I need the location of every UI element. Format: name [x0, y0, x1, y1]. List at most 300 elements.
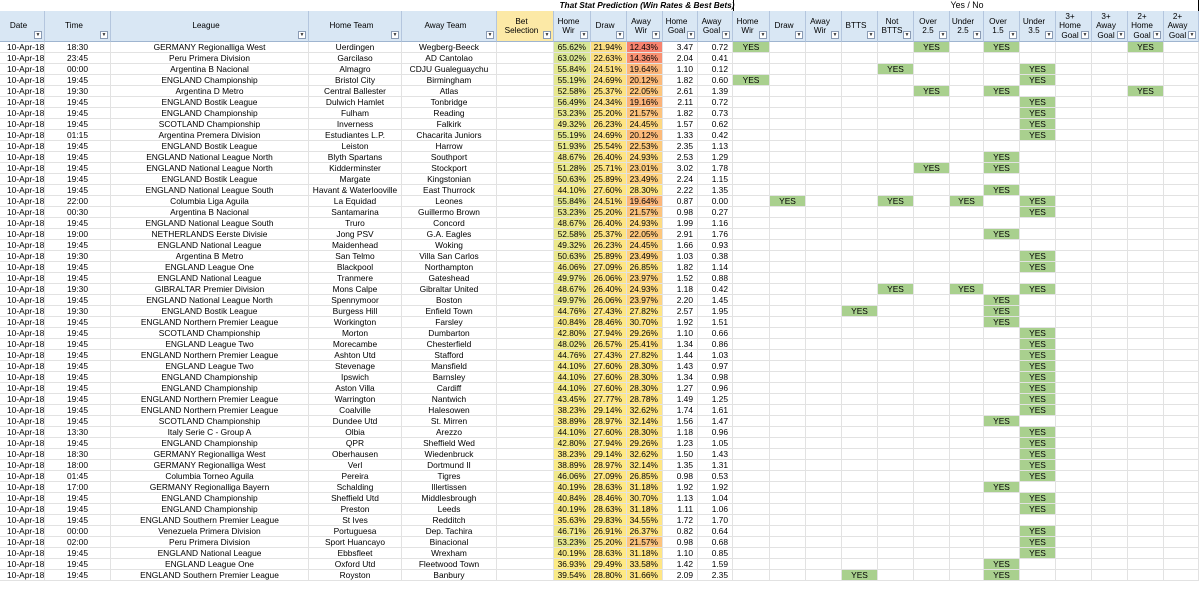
cell-y_3h[interactable] — [1056, 130, 1092, 141]
cell-dr[interactable]: 25.20% — [591, 207, 627, 218]
cell-ag[interactable]: 0.86 — [698, 339, 733, 350]
cell-y_nbtts[interactable] — [878, 515, 914, 526]
cell-aw[interactable]: 19.64% — [627, 64, 663, 75]
cell-y_nbtts[interactable] — [878, 350, 914, 361]
cell-y_u35[interactable]: YES — [1020, 75, 1056, 86]
cell-y_u35[interactable]: YES — [1020, 537, 1056, 548]
cell-y_o15[interactable] — [984, 196, 1020, 207]
cell-y_2h[interactable] — [1128, 449, 1164, 460]
cell-y_hw[interactable] — [733, 317, 770, 328]
cell-bet[interactable] — [497, 306, 554, 317]
cell-y_u25[interactable] — [950, 108, 984, 119]
cell-date[interactable]: 10-Apr-18 — [0, 141, 45, 152]
cell-y_u25[interactable] — [950, 130, 984, 141]
cell-y_2a[interactable] — [1164, 196, 1199, 207]
cell-home[interactable]: La Equidad — [309, 196, 402, 207]
cell-league[interactable]: ENGLAND Northern Premier League — [111, 394, 309, 405]
column-header-y_btts[interactable] — [842, 11, 878, 42]
cell-y_hw[interactable] — [733, 273, 770, 284]
cell-y_3a[interactable] — [1092, 416, 1128, 427]
cell-date[interactable]: 10-Apr-18 — [0, 339, 45, 350]
cell-y_hw[interactable] — [733, 53, 770, 64]
cell-away[interactable]: Wegberg-Beeck — [402, 42, 497, 53]
cell-y_u25[interactable] — [950, 559, 984, 570]
cell-ag[interactable]: 1.76 — [698, 229, 733, 240]
cell-league[interactable]: ENGLAND Northern Premier League — [111, 350, 309, 361]
cell-y_u25[interactable] — [950, 141, 984, 152]
cell-y_aw[interactable] — [806, 42, 842, 53]
cell-y_u35[interactable] — [1020, 86, 1056, 97]
cell-y_u25[interactable] — [950, 152, 984, 163]
cell-y_nbtts[interactable] — [878, 394, 914, 405]
cell-date[interactable]: 10-Apr-18 — [0, 273, 45, 284]
cell-bet[interactable] — [497, 570, 554, 581]
cell-away[interactable]: Birmingham — [402, 75, 497, 86]
cell-y_o25[interactable] — [914, 438, 950, 449]
cell-y_hw[interactable] — [733, 394, 770, 405]
cell-y_3a[interactable] — [1092, 460, 1128, 471]
cell-date[interactable]: 10-Apr-18 — [0, 251, 45, 262]
cell-dr[interactable]: 21.94% — [591, 42, 627, 53]
cell-y_3a[interactable] — [1092, 163, 1128, 174]
cell-y_u25[interactable] — [950, 515, 984, 526]
cell-aw[interactable]: 24.45% — [627, 119, 663, 130]
cell-y_dr[interactable] — [770, 185, 806, 196]
cell-y_2h[interactable] — [1128, 262, 1164, 273]
cell-y_o15[interactable] — [984, 383, 1020, 394]
cell-y_btts[interactable] — [842, 493, 878, 504]
cell-y_hw[interactable] — [733, 449, 770, 460]
cell-y_dr[interactable] — [770, 471, 806, 482]
cell-y_hw[interactable] — [733, 108, 770, 119]
cell-dr[interactable]: 27.43% — [591, 306, 627, 317]
cell-hw[interactable]: 65.62% — [554, 42, 591, 53]
cell-aw[interactable]: 24.45% — [627, 240, 663, 251]
filter-dropdown-icon[interactable]: ▼ — [1154, 32, 1160, 38]
cell-y_btts[interactable]: YES — [842, 306, 878, 317]
cell-y_dr[interactable] — [770, 317, 806, 328]
cell-date[interactable]: 10-Apr-18 — [0, 163, 45, 174]
cell-league[interactable]: ENGLAND Northern Premier League — [111, 317, 309, 328]
cell-y_2h[interactable] — [1128, 251, 1164, 262]
cell-y_btts[interactable] — [842, 328, 878, 339]
cell-dr[interactable]: 24.51% — [591, 64, 627, 75]
cell-y_aw[interactable] — [806, 328, 842, 339]
cell-aw[interactable]: 31.18% — [627, 548, 663, 559]
cell-y_3h[interactable] — [1056, 504, 1092, 515]
cell-y_dr[interactable] — [770, 526, 806, 537]
cell-y_dr[interactable] — [770, 207, 806, 218]
cell-aw[interactable]: 21.57% — [627, 108, 663, 119]
cell-bet[interactable] — [497, 526, 554, 537]
column-header-y_3h[interactable] — [1056, 11, 1092, 42]
cell-hg[interactable]: 2.11 — [663, 97, 698, 108]
cell-y_o15[interactable]: YES — [984, 306, 1020, 317]
cell-y_u25[interactable] — [950, 471, 984, 482]
cell-ag[interactable]: 1.59 — [698, 559, 733, 570]
cell-y_nbtts[interactable] — [878, 361, 914, 372]
cell-y_u35[interactable]: YES — [1020, 427, 1056, 438]
cell-y_3a[interactable] — [1092, 53, 1128, 64]
cell-y_2h[interactable]: YES — [1128, 86, 1164, 97]
cell-aw[interactable]: 28.30% — [627, 383, 663, 394]
cell-away[interactable]: Halesowen — [402, 405, 497, 416]
cell-y_hw[interactable] — [733, 405, 770, 416]
cell-y_hw[interactable] — [733, 372, 770, 383]
cell-aw[interactable]: 24.93% — [627, 284, 663, 295]
cell-ag[interactable]: 0.98 — [698, 372, 733, 383]
cell-y_btts[interactable] — [842, 273, 878, 284]
cell-hw[interactable]: 36.93% — [554, 559, 591, 570]
cell-y_o15[interactable] — [984, 548, 1020, 559]
cell-y_u35[interactable]: YES — [1020, 405, 1056, 416]
cell-away[interactable]: East Thurrock — [402, 185, 497, 196]
cell-hw[interactable]: 55.19% — [554, 75, 591, 86]
cell-y_u25[interactable] — [950, 350, 984, 361]
cell-away[interactable]: Binacional — [402, 537, 497, 548]
cell-time[interactable]: 19:45 — [45, 185, 111, 196]
cell-date[interactable]: 10-Apr-18 — [0, 328, 45, 339]
cell-date[interactable]: 10-Apr-18 — [0, 240, 45, 251]
cell-home[interactable]: Olbia — [309, 427, 402, 438]
cell-y_o25[interactable] — [914, 460, 950, 471]
cell-y_o25[interactable] — [914, 218, 950, 229]
cell-y_u25[interactable] — [950, 339, 984, 350]
cell-ag[interactable]: 2.35 — [698, 570, 733, 581]
cell-y_o15[interactable] — [984, 130, 1020, 141]
cell-y_aw[interactable] — [806, 570, 842, 581]
filter-dropdown-icon[interactable]: ▼ — [868, 32, 874, 38]
cell-y_aw[interactable] — [806, 141, 842, 152]
cell-league[interactable]: ENGLAND Bostik League — [111, 141, 309, 152]
cell-away[interactable]: St. Mirren — [402, 416, 497, 427]
cell-date[interactable]: 10-Apr-18 — [0, 405, 45, 416]
filter-dropdown-icon[interactable]: ▼ — [392, 32, 398, 38]
cell-y_nbtts[interactable]: YES — [878, 64, 914, 75]
cell-y_nbtts[interactable] — [878, 240, 914, 251]
cell-y_o15[interactable] — [984, 251, 1020, 262]
cell-away[interactable]: Gateshead — [402, 273, 497, 284]
cell-y_3h[interactable] — [1056, 141, 1092, 152]
cell-hg[interactable]: 1.82 — [663, 108, 698, 119]
cell-league[interactable]: ENGLAND National League — [111, 240, 309, 251]
cell-home[interactable]: Pereira — [309, 471, 402, 482]
cell-hw[interactable]: 51.93% — [554, 141, 591, 152]
cell-time[interactable]: 19:45 — [45, 339, 111, 350]
cell-y_nbtts[interactable] — [878, 97, 914, 108]
cell-y_3a[interactable] — [1092, 152, 1128, 163]
cell-y_u35[interactable] — [1020, 185, 1056, 196]
cell-y_3a[interactable] — [1092, 405, 1128, 416]
cell-aw[interactable]: 14.36% — [627, 53, 663, 64]
cell-y_u35[interactable] — [1020, 152, 1056, 163]
cell-dr[interactable]: 25.37% — [591, 229, 627, 240]
cell-hg[interactable]: 2.04 — [663, 53, 698, 64]
cell-y_aw[interactable] — [806, 130, 842, 141]
cell-home[interactable]: Oberhausen — [309, 449, 402, 460]
cell-y_u35[interactable] — [1020, 482, 1056, 493]
cell-hw[interactable]: 38.23% — [554, 449, 591, 460]
cell-dr[interactable]: 28.46% — [591, 493, 627, 504]
cell-y_u35[interactable]: YES — [1020, 284, 1056, 295]
cell-y_hw[interactable] — [733, 559, 770, 570]
cell-y_u35[interactable]: YES — [1020, 394, 1056, 405]
cell-y_u35[interactable]: YES — [1020, 449, 1056, 460]
cell-y_o15[interactable] — [984, 108, 1020, 119]
cell-y_o15[interactable] — [984, 405, 1020, 416]
cell-y_3a[interactable] — [1092, 449, 1128, 460]
cell-hg[interactable]: 2.22 — [663, 185, 698, 196]
cell-hg[interactable]: 1.23 — [663, 438, 698, 449]
cell-aw[interactable]: 22.05% — [627, 86, 663, 97]
cell-date[interactable]: 10-Apr-18 — [0, 295, 45, 306]
cell-home[interactable]: Central Ballester — [309, 86, 402, 97]
cell-dr[interactable]: 24.34% — [591, 97, 627, 108]
cell-y_3a[interactable] — [1092, 229, 1128, 240]
cell-y_u25[interactable] — [950, 493, 984, 504]
cell-y_nbtts[interactable] — [878, 328, 914, 339]
cell-hg[interactable]: 2.35 — [663, 141, 698, 152]
cell-y_o15[interactable] — [984, 449, 1020, 460]
column-header-date[interactable] — [0, 11, 45, 42]
cell-y_2a[interactable] — [1164, 108, 1199, 119]
cell-y_o15[interactable] — [984, 218, 1020, 229]
cell-date[interactable]: 10-Apr-18 — [0, 306, 45, 317]
cell-y_u25[interactable] — [950, 482, 984, 493]
cell-y_2h[interactable] — [1128, 460, 1164, 471]
cell-hg[interactable]: 1.13 — [663, 493, 698, 504]
cell-y_u25[interactable]: YES — [950, 284, 984, 295]
cell-home[interactable]: Havant & Waterlooville — [309, 185, 402, 196]
cell-hw[interactable]: 44.76% — [554, 306, 591, 317]
cell-y_dr[interactable] — [770, 350, 806, 361]
cell-y_u25[interactable] — [950, 317, 984, 328]
cell-y_u35[interactable]: YES — [1020, 493, 1056, 504]
cell-y_aw[interactable] — [806, 515, 842, 526]
cell-league[interactable]: ENGLAND National League North — [111, 295, 309, 306]
cell-aw[interactable]: 23.49% — [627, 174, 663, 185]
cell-y_3h[interactable] — [1056, 526, 1092, 537]
cell-hw[interactable]: 48.67% — [554, 284, 591, 295]
cell-y_3a[interactable] — [1092, 339, 1128, 350]
cell-y_btts[interactable] — [842, 152, 878, 163]
filter-dropdown-icon[interactable]: ▼ — [688, 32, 694, 38]
cell-time[interactable]: 19:45 — [45, 405, 111, 416]
cell-ag[interactable]: 0.68 — [698, 537, 733, 548]
cell-bet[interactable] — [497, 460, 554, 471]
cell-ag[interactable]: 0.85 — [698, 548, 733, 559]
cell-y_u35[interactable]: YES — [1020, 372, 1056, 383]
cell-y_dr[interactable] — [770, 75, 806, 86]
cell-home[interactable]: Workington — [309, 317, 402, 328]
cell-y_3h[interactable] — [1056, 295, 1092, 306]
cell-y_btts[interactable] — [842, 515, 878, 526]
cell-y_o15[interactable] — [984, 438, 1020, 449]
cell-bet[interactable] — [497, 493, 554, 504]
filter-dropdown-icon[interactable]: ▼ — [544, 32, 550, 38]
cell-hg[interactable]: 1.18 — [663, 284, 698, 295]
filter-dropdown-icon[interactable]: ▼ — [760, 32, 766, 38]
cell-y_u25[interactable] — [950, 119, 984, 130]
cell-y_o25[interactable] — [914, 317, 950, 328]
cell-y_3h[interactable] — [1056, 416, 1092, 427]
cell-away[interactable]: Reading — [402, 108, 497, 119]
cell-ag[interactable]: 0.12 — [698, 64, 733, 75]
cell-y_dr[interactable] — [770, 416, 806, 427]
cell-y_o15[interactable] — [984, 471, 1020, 482]
cell-league[interactable]: ENGLAND National League — [111, 548, 309, 559]
cell-bet[interactable] — [497, 163, 554, 174]
cell-ag[interactable]: 0.97 — [698, 361, 733, 372]
cell-y_dr[interactable] — [770, 53, 806, 64]
cell-y_u35[interactable] — [1020, 218, 1056, 229]
column-header-league[interactable] — [111, 11, 309, 42]
cell-bet[interactable] — [497, 75, 554, 86]
cell-y_u35[interactable]: YES — [1020, 339, 1056, 350]
cell-y_3h[interactable] — [1056, 86, 1092, 97]
cell-y_nbtts[interactable] — [878, 207, 914, 218]
cell-league[interactable]: SCOTLAND Championship — [111, 328, 309, 339]
cell-league[interactable]: ENGLAND Championship — [111, 75, 309, 86]
cell-away[interactable]: Dortmund II — [402, 460, 497, 471]
cell-y_o15[interactable] — [984, 493, 1020, 504]
cell-time[interactable]: 00:00 — [45, 64, 111, 75]
cell-y_hw[interactable] — [733, 196, 770, 207]
cell-y_o15[interactable] — [984, 75, 1020, 86]
cell-hg[interactable]: 1.50 — [663, 449, 698, 460]
cell-y_3h[interactable] — [1056, 152, 1092, 163]
cell-ag[interactable]: 1.31 — [698, 460, 733, 471]
cell-dr[interactable]: 26.40% — [591, 152, 627, 163]
cell-y_aw[interactable] — [806, 383, 842, 394]
cell-y_aw[interactable] — [806, 284, 842, 295]
cell-y_o15[interactable]: YES — [984, 482, 1020, 493]
cell-y_3h[interactable] — [1056, 548, 1092, 559]
cell-y_nbtts[interactable] — [878, 251, 914, 262]
cell-y_3a[interactable] — [1092, 504, 1128, 515]
cell-hw[interactable]: 40.19% — [554, 548, 591, 559]
cell-y_btts[interactable] — [842, 229, 878, 240]
cell-away[interactable]: Illertissen — [402, 482, 497, 493]
cell-y_o15[interactable] — [984, 97, 1020, 108]
cell-dr[interactable]: 27.60% — [591, 185, 627, 196]
cell-ag[interactable]: 0.93 — [698, 240, 733, 251]
cell-y_dr[interactable] — [770, 97, 806, 108]
cell-y_3a[interactable] — [1092, 427, 1128, 438]
cell-bet[interactable] — [497, 548, 554, 559]
cell-y_o25[interactable]: YES — [914, 42, 950, 53]
cell-bet[interactable] — [497, 207, 554, 218]
cell-y_2a[interactable] — [1164, 482, 1199, 493]
cell-ag[interactable]: 1.29 — [698, 152, 733, 163]
cell-y_u35[interactable]: YES — [1020, 471, 1056, 482]
cell-league[interactable]: ENGLAND National League South — [111, 185, 309, 196]
column-header-y_o15[interactable] — [984, 11, 1020, 42]
cell-league[interactable]: ENGLAND League One — [111, 559, 309, 570]
cell-home[interactable]: Verl — [309, 460, 402, 471]
cell-away[interactable]: Chacarita Juniors — [402, 130, 497, 141]
cell-aw[interactable]: 19.16% — [627, 97, 663, 108]
cell-y_aw[interactable] — [806, 350, 842, 361]
cell-hg[interactable]: 1.27 — [663, 383, 698, 394]
cell-y_nbtts[interactable] — [878, 471, 914, 482]
cell-y_aw[interactable] — [806, 537, 842, 548]
cell-league[interactable]: Argentina B Nacional — [111, 64, 309, 75]
cell-y_3a[interactable] — [1092, 317, 1128, 328]
cell-hw[interactable]: 52.58% — [554, 229, 591, 240]
cell-y_aw[interactable] — [806, 482, 842, 493]
cell-y_hw[interactable] — [733, 295, 770, 306]
cell-y_3a[interactable] — [1092, 86, 1128, 97]
cell-time[interactable]: 19:45 — [45, 493, 111, 504]
cell-y_2h[interactable] — [1128, 284, 1164, 295]
cell-y_nbtts[interactable] — [878, 152, 914, 163]
cell-y_u35[interactable] — [1020, 53, 1056, 64]
cell-y_dr[interactable] — [770, 42, 806, 53]
cell-y_2h[interactable] — [1128, 152, 1164, 163]
column-header-y_hw[interactable] — [733, 11, 770, 42]
cell-hw[interactable]: 39.54% — [554, 570, 591, 581]
cell-dr[interactable]: 27.94% — [591, 328, 627, 339]
cell-y_hw[interactable] — [733, 64, 770, 75]
cell-y_o25[interactable] — [914, 75, 950, 86]
cell-aw[interactable]: 28.30% — [627, 185, 663, 196]
cell-y_aw[interactable] — [806, 548, 842, 559]
cell-y_2h[interactable] — [1128, 471, 1164, 482]
cell-hw[interactable]: 46.71% — [554, 526, 591, 537]
cell-dr[interactable]: 26.40% — [591, 218, 627, 229]
cell-y_2a[interactable] — [1164, 97, 1199, 108]
cell-time[interactable]: 19:45 — [45, 75, 111, 86]
cell-hw[interactable]: 49.97% — [554, 273, 591, 284]
cell-aw[interactable]: 26.85% — [627, 262, 663, 273]
cell-away[interactable]: Gibraltar United — [402, 284, 497, 295]
cell-hw[interactable]: 44.10% — [554, 427, 591, 438]
cell-dr[interactable]: 28.63% — [591, 504, 627, 515]
cell-y_dr[interactable] — [770, 449, 806, 460]
cell-aw[interactable]: 28.78% — [627, 394, 663, 405]
cell-home[interactable]: Blyth Spartans — [309, 152, 402, 163]
cell-y_u25[interactable] — [950, 86, 984, 97]
cell-y_2a[interactable] — [1164, 251, 1199, 262]
cell-away[interactable]: Falkirk — [402, 119, 497, 130]
cell-y_2h[interactable] — [1128, 394, 1164, 405]
cell-y_2a[interactable] — [1164, 394, 1199, 405]
cell-y_u35[interactable]: YES — [1020, 383, 1056, 394]
filter-dropdown-icon[interactable]: ▼ — [487, 32, 493, 38]
cell-y_2a[interactable] — [1164, 493, 1199, 504]
cell-away[interactable]: Middlesbrough — [402, 493, 497, 504]
cell-hg[interactable]: 1.74 — [663, 405, 698, 416]
cell-bet[interactable] — [497, 438, 554, 449]
cell-league[interactable]: SCOTLAND Championship — [111, 119, 309, 130]
cell-y_btts[interactable] — [842, 185, 878, 196]
column-header-y_3a[interactable] — [1092, 11, 1128, 42]
cell-date[interactable]: 10-Apr-18 — [0, 317, 45, 328]
cell-time[interactable]: 23:45 — [45, 53, 111, 64]
cell-bet[interactable] — [497, 119, 554, 130]
cell-y_2a[interactable] — [1164, 273, 1199, 284]
cell-date[interactable]: 10-Apr-18 — [0, 383, 45, 394]
cell-y_btts[interactable] — [842, 339, 878, 350]
cell-time[interactable]: 19:45 — [45, 515, 111, 526]
cell-y_dr[interactable] — [770, 548, 806, 559]
cell-away[interactable]: Farsley — [402, 317, 497, 328]
cell-bet[interactable] — [497, 537, 554, 548]
cell-away[interactable]: Arezzo — [402, 427, 497, 438]
cell-time[interactable]: 19:45 — [45, 163, 111, 174]
cell-y_btts[interactable] — [842, 196, 878, 207]
